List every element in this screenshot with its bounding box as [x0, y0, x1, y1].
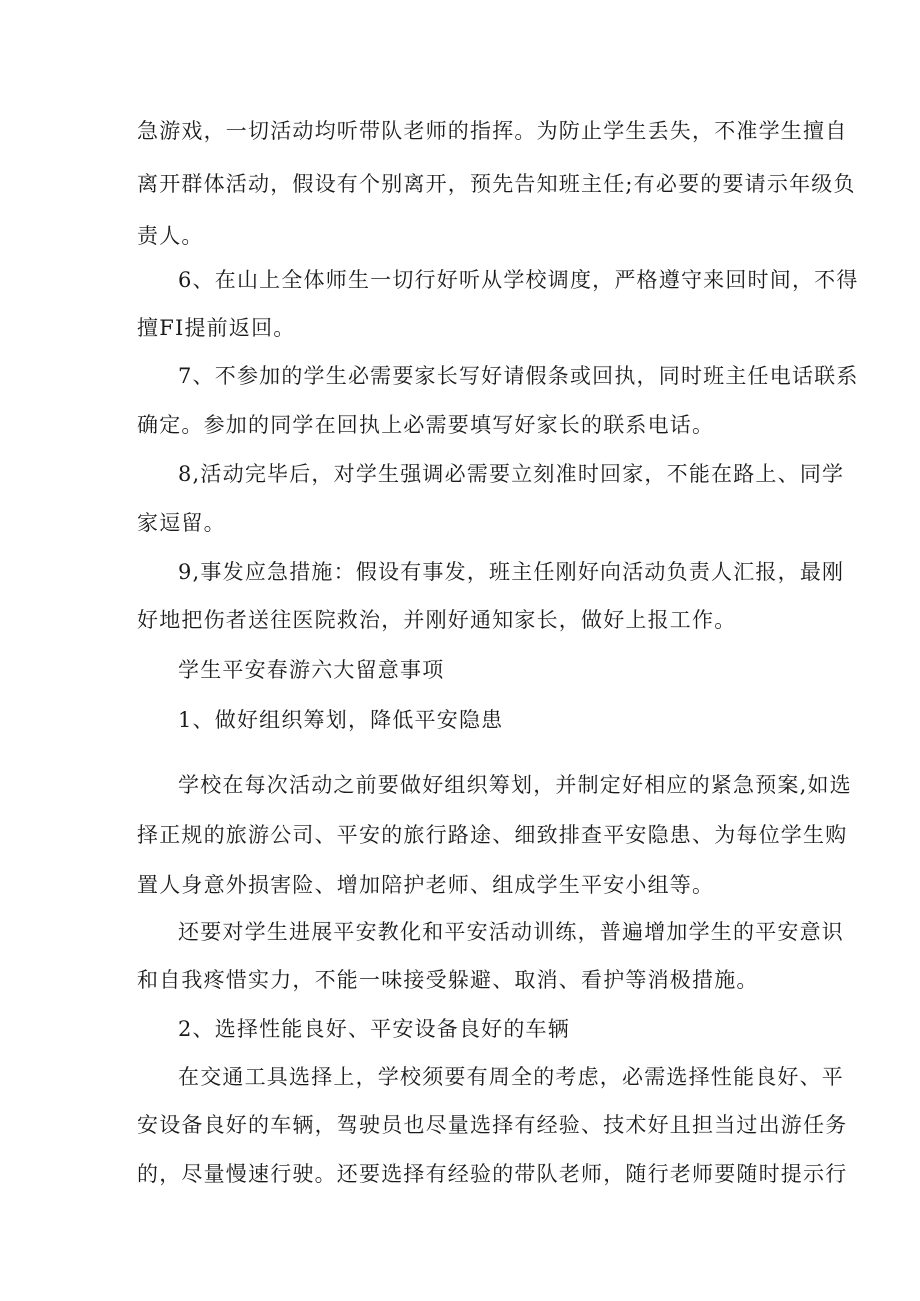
text-line: 8,活动完毕后，对学生强调必需要立刻准时回家，不能在路上、同学: [178, 462, 845, 486]
text-line: 学校在每次活动之前要做好组织筹划，并制定好相应的紧急预案,如选: [178, 773, 852, 797]
text-line: 在交通工具选择上，学校须要有周全的考虑，必需选择性能良好、平: [178, 1065, 844, 1089]
text-line: 还要对学生进展平安教化和平安活动训练，普遍增加学生的平安意识: [178, 920, 844, 944]
text-line: 好地把伤者送往医院救治，并刚好通知家长，做好上报工作。: [137, 608, 737, 632]
text-line: 的，尽量慢速行驶。还要选择有经验的带队老师，随行老师要随时提示行: [137, 1162, 848, 1186]
text-line: 家逗留。: [137, 511, 226, 535]
text-line: 安设备良好的车辆，驾驶员也尽量选择有经验、技术好且担当过出游任务: [137, 1113, 848, 1137]
text-line: 9,事发应急措施：假设有事发，班主任刚好向活动负责人汇报，最刚: [178, 560, 845, 584]
text-line: 7、不参加的学生必需要家长写好请假条或回执，同时班主任电话联系: [178, 364, 859, 388]
text-line: 离开群体活动，假设有个别离开，预先告知班主任;有必要的要请示年级负: [137, 172, 856, 196]
section-heading: 1、做好组织筹划，降低平安隐患: [178, 708, 504, 732]
section-title: 学生平安春游六大留意事项: [178, 658, 445, 682]
text-line: 和自我疼惜实力，不能一味接受躲避、取消、看护等消极措施。: [137, 968, 759, 992]
text-line: 6、在山上全体师生一切行好听从学校调度，严格遵守来回时间，不得: [178, 268, 859, 292]
section-heading: 2、选择性能良好、平安设备良好的车辆: [178, 1017, 570, 1041]
text-line: 急游戏，一切活动均听带队老师的指挥。为防止学生丢失，不准学生擅自: [137, 119, 848, 143]
text-line: 置人身意外损害险、增加陪护老师、组成学生平安小组等。: [137, 873, 715, 897]
text-line: 擅FI提前返回。: [137, 316, 296, 340]
text-line: 责人。: [137, 224, 204, 248]
text-line: 择正规的旅游公司、平安的旅行路途、细致排查平安隐患、为每位学生购: [137, 823, 848, 847]
text-line: 确定。参加的同学在回执上必需要填写好家长的联系电话。: [137, 413, 715, 437]
